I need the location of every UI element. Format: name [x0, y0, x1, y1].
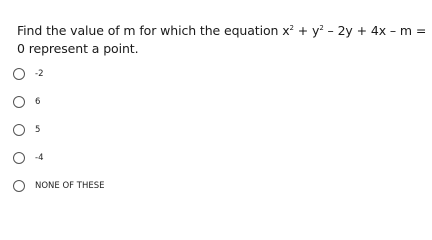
- option-5[interactable]: [13, 178, 104, 194]
- option-1[interactable]: [13, 66, 43, 82]
- question-text: [17, 22, 429, 58]
- option-label: -4: [35, 153, 44, 163]
- question-part: Find the value of m for which the equation x: [17, 23, 290, 38]
- radio-button[interactable]: [13, 96, 25, 108]
- option-label: 6: [35, 97, 41, 107]
- option-4[interactable]: [13, 150, 43, 166]
- option-label: NONE OF THESE: [35, 181, 105, 191]
- option-3[interactable]: [13, 122, 40, 138]
- exponent: 2: [319, 24, 324, 32]
- option-2[interactable]: [13, 94, 40, 110]
- radio-button[interactable]: [13, 124, 25, 136]
- radio-button[interactable]: [13, 180, 25, 192]
- option-label: -2: [35, 69, 44, 79]
- question-part: – 2y + 4x – m = 0 represent a point.: [17, 23, 427, 56]
- option-label: 5: [35, 125, 41, 135]
- radio-button[interactable]: [13, 152, 25, 164]
- radio-button[interactable]: [13, 68, 25, 80]
- question-part: + y: [293, 23, 320, 38]
- exponent: 2: [289, 24, 294, 32]
